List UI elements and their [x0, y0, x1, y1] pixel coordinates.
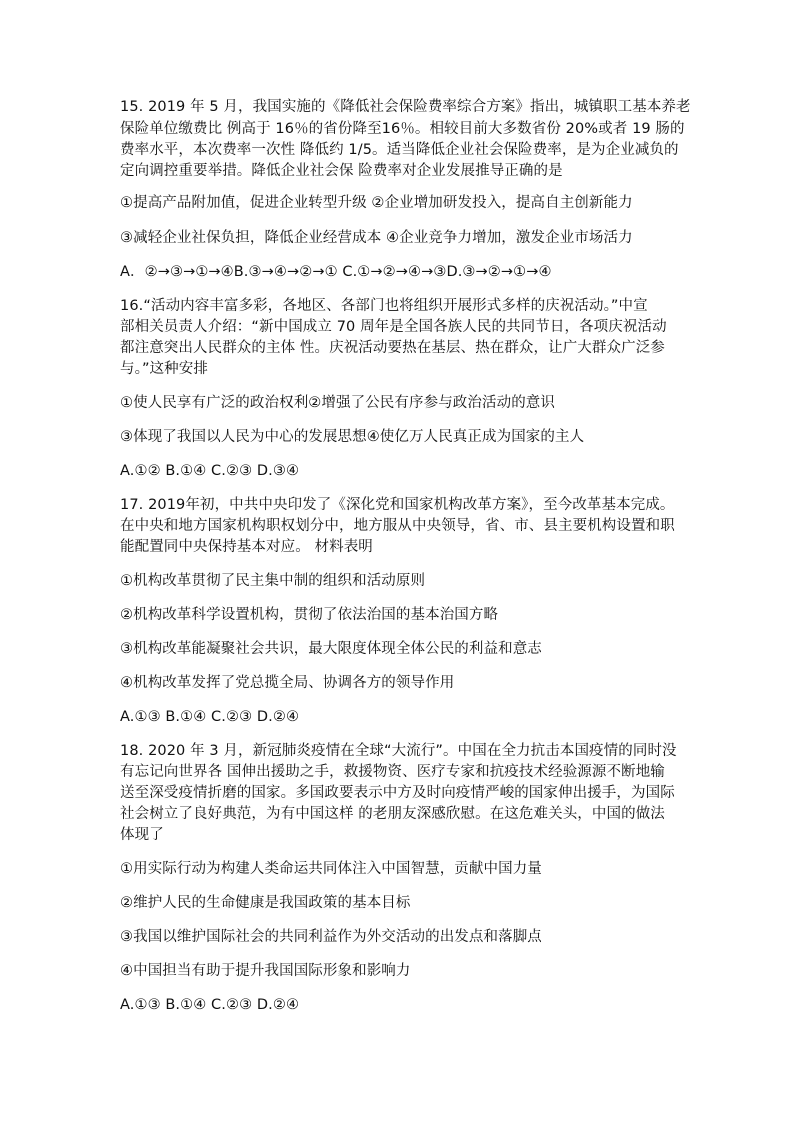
q15-stem-line-4: 定向调控重要举措。降低企业社会保 险费率对企业发展推导正确的是 — [120, 163, 563, 179]
q15-stem-line-2: 保险单位缴费比 例高于 16％的省份降至16％。相较目前大多数省份 20%或者 19 肠的 — [120, 121, 685, 137]
q17-answer-choices: A.①③ B.①④ C.②③ D.②④ — [120, 709, 300, 725]
q15-answer-choices: A．②→③→①→④B.③→④→②→① C.①→②→④→③D.③→②→①→④ — [120, 264, 552, 280]
q16-stem-line-1: 16.“活动内容丰富多彩，各地区、各部门也将组织开展形式多样的庆祝活动。”中宣 — [120, 298, 648, 314]
q16-stem-line-2: 部相关员责人介绍：“新中国成立 70 周年是全国各族人民的共同节日，各项庆祝活动 — [120, 319, 667, 335]
q18-option-line-4: ④中国担当有助于提升我国国际形象和影响力 — [120, 963, 411, 979]
q18-stem-line-1: 18. 2020 年 3 月，新冠肺炎疫情在全球“大流行”。中国在全力抗击本国疫情的同时没 — [120, 743, 677, 759]
q17-option-line-1: ①机构改革贯彻了民主集中制的组织和活动原则 — [120, 573, 426, 589]
q15-stem-line-1: 15. 2019 年 5 月，我国实施的《降低社会保险费率综合方案》指出，城镇职工基本养老 — [120, 99, 691, 115]
q15-stem-line-3: 费率水平，本次费率一次性 降低约 1/5。适当降低企业社会保险费率，是为企业减负的 — [120, 142, 679, 158]
q18-stem-line-3: 送至深受疫情折磨的国家。多国政要表示中方及时向疫情严峻的国家伸出援手，为国际 — [120, 785, 675, 801]
q18-option-line-3: ③我国以维护国际社会的共同利益作为外交活动的出发点和落脚点 — [120, 929, 542, 945]
q18-stem-line-4: 社会树立了良好典范，为有中国这样 的老朋友深感欣慰。在这危难关头，中国的做法 — [120, 806, 665, 822]
q17-option-line-2: ②机构改革科学设置机构，贯彻了依法治国的基本治国方略 — [120, 607, 499, 623]
q17-stem-line-1: 17. 2019年初，中共中央印发了《深化党和国家机构改革方案》，至今改革基本完成。 — [120, 497, 675, 513]
q16-option-line-1: ①使人民享有广泛的政治权利②增强了公民有序参与政治活动的意识 — [120, 395, 555, 411]
q17-stem-line-2: 在中央和地方国家机构职权划分中，地方服从中央领导，省、市、县主要机构设置和职 — [120, 518, 675, 534]
q18-answer-choices: A.①③ B.①④ C.②③ D.②④ — [120, 997, 300, 1013]
q16-stem-line-3: 都注意突出人民群众的主体 性。庆祝活动要热在基层、热在群众，让广大群众广泛参 — [120, 340, 665, 356]
q16-option-line-2: ③体现了我国以人民为中心的发展思想④使亿万人民真正成为国家的主人 — [120, 429, 585, 445]
q18-option-line-2: ②维护人民的生命健康是我国政策的基本目标 — [120, 895, 411, 911]
q17-stem-line-3: 能配置同中央保持基本对应。 材料表明 — [120, 539, 373, 555]
q16-answer-choices: A.①② B.①④ C.②③ D.③④ — [120, 463, 300, 479]
q18-option-line-1: ①用实际行动为构建人类命运共同体注入中国智慧，贡献中国力量 — [120, 861, 542, 877]
q15-option-line-1: ①提高产品附加值，促进企业转型升级 ②企业增加研发投入，提高自主创新能力 — [120, 195, 633, 211]
q15-option-line-2: ③减轻企业社保负担，降低企业经营成本 ④企业竞争力增加，激发企业市场活力 — [120, 230, 633, 246]
q18-stem-line-2: 有忘记向世界各 国伸出援助之手，救援物资、医疗专家和抗疫技术经验源源不断地输 — [120, 764, 665, 780]
q17-option-line-4: ④机构改革发挥了党总揽全局、协调各方的领导作用 — [120, 675, 455, 691]
q18-stem-line-5: 体现了 — [120, 827, 164, 843]
q17-option-line-3: ③机构改革能凝聚社会共识，最大限度体现全体公民的利益和意志 — [120, 641, 542, 657]
q16-stem-line-4: 与。”这种安排 — [120, 361, 208, 377]
